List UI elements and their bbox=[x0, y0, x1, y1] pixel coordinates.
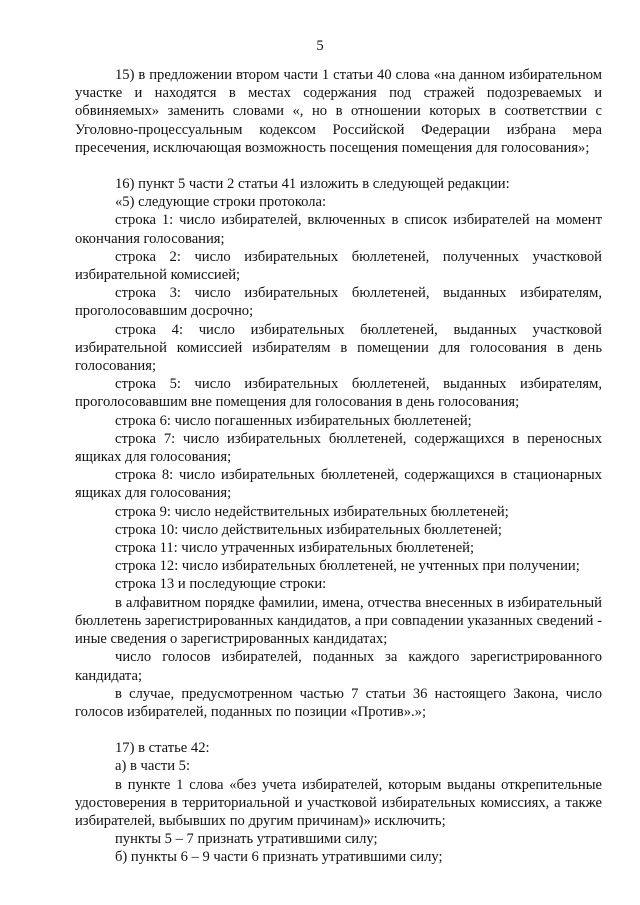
paragraph: строка 9: число недействительных избирательных бюллетеней; bbox=[115, 503, 509, 520]
paragraph: в пункте 1 слова «без учета избирателей, которым выданы открепительные удостоверения в территориальной и участковой избирательных комиссиях, а также избирателей, выбывших по другим причинам)» исключить; bbox=[75, 776, 602, 829]
paragraph: в алфавитном порядке фамилии, имена, отчества внесенных в избирательный бюллетень зарегистрированных кандидатов, а при совпадении указанных сведений - иные сведения о зарегистрированных кандидатах; bbox=[75, 594, 602, 648]
paragraph-gap bbox=[75, 157, 602, 175]
paragraph: в случае, предусмотренном частью 7 статьи 36 настоящего Закона, число голосов избирателей, поданных по позиции «Против».»; bbox=[75, 685, 602, 720]
paragraph: строка 4: число избирательных бюллетеней, выданных участковой избирательной комиссией избирателям в помещении для голосования в день голосования; bbox=[75, 321, 602, 375]
paragraph: 17) в статье 42: bbox=[115, 740, 210, 757]
page-number: 5 bbox=[316, 38, 324, 54]
paragraph: строка 6: число погашенных избирательных бюллетеней; bbox=[115, 412, 472, 429]
paragraph: а) в части 5: bbox=[115, 758, 191, 775]
paragraph: б) пункты 6 – 9 части 6 признать утратившими силу; bbox=[115, 849, 443, 866]
paragraph: строка 13 и последующие строки: bbox=[115, 576, 327, 593]
paragraph: пункты 5 – 7 признать утратившими силу; bbox=[115, 831, 378, 848]
paragraph: строка 2: число избирательных бюллетеней, полученных участковой избирательной комиссией; bbox=[75, 248, 602, 284]
paragraph: «5) следующие строки протокола: bbox=[115, 194, 327, 211]
paragraph: строка 7: число избирательных бюллетеней, содержащихся в переносных ящиках для голосования; bbox=[75, 430, 602, 466]
paragraph: строка 10: число действительных избирательных бюллетеней; bbox=[115, 521, 502, 538]
paragraph: строка 11: число утраченных избирательных бюллетеней; bbox=[115, 540, 475, 557]
paragraph: строка 3: число избирательных бюллетеней, выданных избирателям, проголосовавшим досрочно; bbox=[75, 285, 602, 320]
paragraph: строка 1: число избирателей, включенных в список избирателей на момент окончания голосования; bbox=[75, 212, 602, 247]
paragraph: 16) пункт 5 части 2 статьи 41 изложить в следующей редакции: bbox=[115, 176, 510, 193]
paragraph-gap bbox=[75, 721, 602, 739]
paragraph: строка 8: число избирательных бюллетеней, содержащихся в стационарных ящиках для голосования; bbox=[75, 467, 602, 502]
paragraph: 15) в предложении втором части 1 статьи 40 слова «на данном избирательном участке и находятся в местах содержания под стражей подозреваемых и обвиняемых» заменить словами «, но в отношении которых в соответствии с Уголовно-процессуальным кодексом Российской Федерации избрана мера пресечения, исключающая возможность посещения помещения для голосования»; bbox=[75, 67, 602, 156]
paragraph: строка 12: число избирательных бюллетеней, не учтенных при получении; bbox=[115, 558, 580, 575]
document-body bbox=[75, 66, 602, 867]
paragraph: число голосов избирателей, поданных за каждого зарегистрированного кандидата; bbox=[75, 649, 602, 684]
paragraph: строка 5: число избирательных бюллетеней, выданных избирателям, проголосовавшим вне помещения для голосования в день голосования; bbox=[75, 376, 602, 411]
